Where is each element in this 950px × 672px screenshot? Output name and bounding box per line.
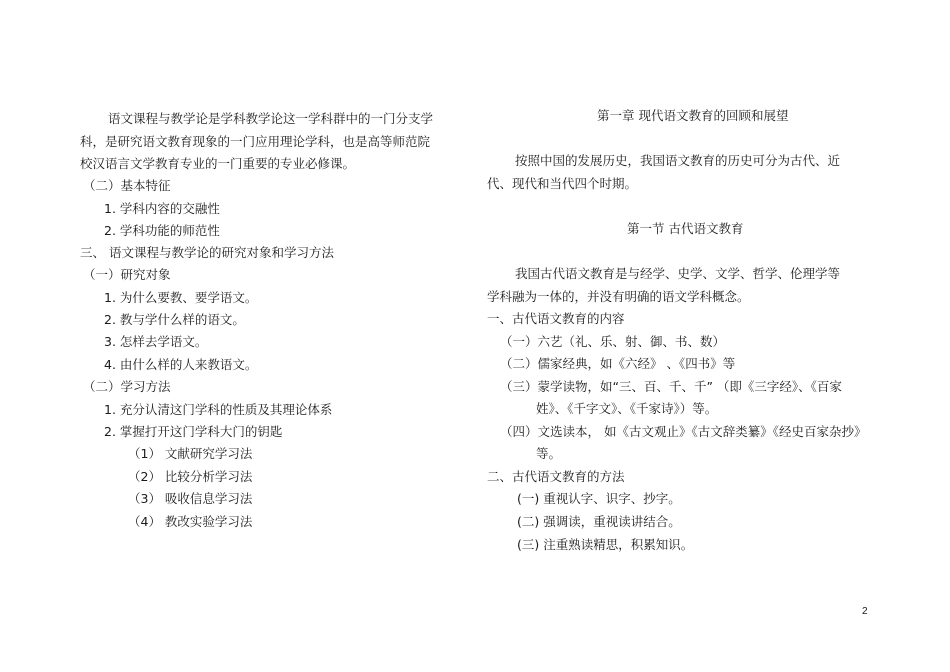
section-intro-line-1: 我国古代语文教育是与经学、史学、文学、哲学、伦理学等 [515, 266, 841, 281]
research-object-item: 4. 由什么样的人来教语文。 [104, 357, 258, 372]
basic-feature-item: 1. 学科内容的交融性 [104, 201, 220, 216]
chapter-title: 第一章 现代语文教育的回顾和展望 [597, 108, 789, 123]
method-item: (三) 注重熟读精思，积累知识。 [517, 537, 694, 552]
research-object-item: 3. 怎样去学语文。 [104, 334, 208, 349]
content-item: （二）儒家经典，如《六经》 、《四书》等 [500, 356, 736, 371]
intro-line-3: 校汉语言文学教育专业的一门重要的专业必修课。 [80, 156, 356, 171]
method-item: (二) 强调读，重视读讲结合。 [517, 514, 681, 529]
intro-line-2: 科，是研究语文教育现象的一门应用理论学科，也是高等师范院 [80, 134, 431, 149]
research-object-item: 2. 教与学什么样的语文。 [104, 312, 245, 327]
content-item: （四）文选读本， 如《古文观止》《古文辞类纂》《经史百家杂抄》 [500, 424, 867, 439]
basic-features-heading: （二）基本特征 [83, 178, 171, 193]
study-method-sub-item: （3） 吸收信息学习法 [128, 491, 253, 506]
research-object-heading: （一）研究对象 [83, 267, 171, 282]
intro-line-1: 语文课程与教学论是学科教学论这一学科群中的一门分支学 [108, 111, 434, 126]
section-three-heading: 三、 语文课程与教学论的研究对象和学习方法 [80, 245, 334, 260]
section-intro-line-2: 学科融为一体的，并没有明确的语文学科概念。 [487, 289, 750, 304]
method-item: (一) 重视认字、识字、抄字。 [517, 491, 681, 506]
content-item-continuation: 姓》、《千字文》、《千家诗》）等。 [536, 401, 718, 416]
basic-feature-item: 2. 学科功能的师范性 [104, 223, 220, 238]
study-method-sub-item: （4） 教改实验学习法 [128, 514, 253, 529]
page-number: 2 [862, 606, 868, 617]
chapter-intro-line-1: 按照中国的发展历史，我国语文教育的历史可分为古代、近 [515, 153, 841, 168]
study-method-item: 1. 充分认清这门学科的性质及其理论体系 [104, 402, 333, 417]
content-item-continuation: 等。 [536, 446, 562, 461]
study-method-item: 2. 掌握打开这门学科大门的钥匙 [104, 424, 283, 439]
study-methods-heading: （二）学习方法 [83, 379, 171, 394]
content-heading: 一、古代语文教育的内容 [487, 311, 625, 326]
content-item: （一）六艺（礼、乐、射、御、书、数） [500, 334, 726, 349]
research-object-item: 1. 为什么要教、要学语文。 [104, 290, 258, 305]
study-method-sub-item: （2） 比较分析学习法 [128, 469, 253, 484]
methods-heading: 二、古代语文教育的方法 [487, 469, 625, 484]
study-method-sub-item: （1） 文献研究学习法 [128, 446, 253, 461]
section-title: 第一节 古代语文教育 [627, 221, 744, 236]
content-item: （三）蒙学读物，如“三、百、千、千” （即《三字经》、《百家 [500, 379, 842, 394]
chapter-intro-line-2: 代、现代和当代四个时期。 [487, 176, 638, 191]
